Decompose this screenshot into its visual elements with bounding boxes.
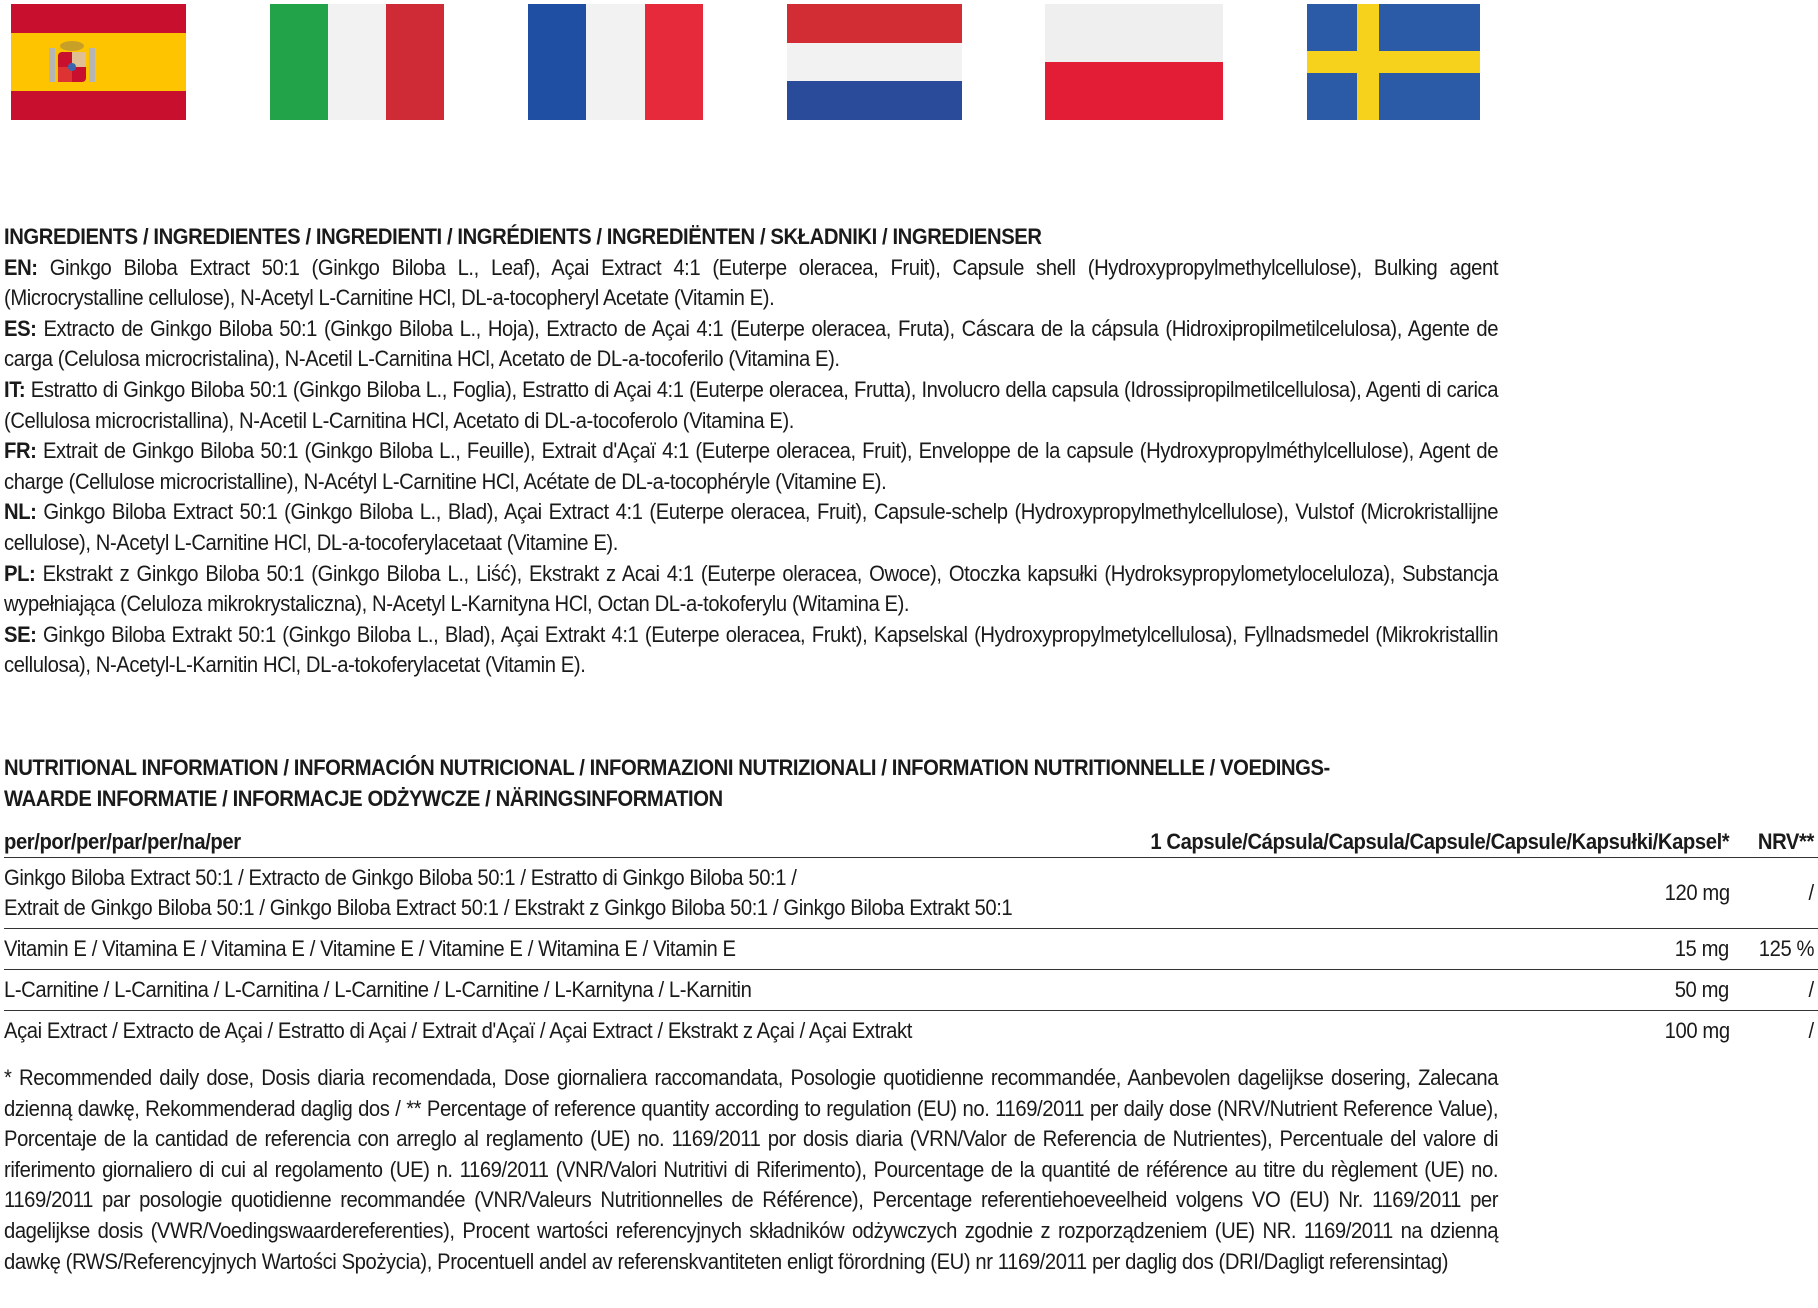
italy-flag (270, 4, 444, 120)
ingredient-fr: FR: Extrait de Ginkgo Biloba 50:1 (Ginkgo Biloba L., Feuille), Extrait d'Açaï 4:1 (Euterpe oleracea, Fruit), Enveloppe de la capsule (Hydroxypropylméthylcellulose), Agent de charge (Cellulose microcristalline), N-Acétyl L-Carnitine HCl, Acétate de DL-a-tocophéryle (Vitamine E). (4, 438, 1499, 494)
ingredient-es: ES: Extracto de Ginkgo Biloba 50:1 (Ginkgo Biloba L., Hoja), Extracto de Açai 4:1 (Euterpe oleracea, Fruta), Cáscara de la cápsula (Hidroxipropilmetilcelulosa), Agente de carga (Celulosa microcristalina), N-Acetil L-Carnitina HCl, Acetato de DL-a-tocoferilo (Vitamina E). (4, 315, 1499, 372)
footnote: * Recommended daily dose, Dosis diaria recomendada, Dose giornaliera raccomandata, Posologie quotidienne recommandée, Aanbevolen dagelijkse dosering, Zalecana dzienną dawkę, Rekommenderad daglig dos / ** Percentage of reference quantity according to regulation (EU) no. 1169/2011 per daily dose (NRV/Nutrient Reference Value), Porcentaje de la cantidad de referencia con arreglo al reglamento (UE) no. 1169/2011 por dosis diaria (VRN/Valor de Referencia de Nutrientes), Percentuale del valore di riferimento giornaliero di cui al regolamento (UE) n. 1169/2011 (VNR/Valori Nutritivi di Riferimento), Pourcentage de la quantité de référence au titre du règlement (UE) no. 1169/2011 par posologie quotidienne recommandée (VNR/Valeurs Nutritionnelles de Référence), Percentage referentiehoeveelheid volgens VO (EU) Nr. 1169/2011 per dagelijkse dosis (VWR/Voedingswaardereferenties), Procent wartości referencyjnych składników odżywczych zgodnie z rozporządzeniem (UE) NR. 1169/2011 na dzienną dawkę (RWS/Referencyjnych Wartości Spożycia), Procentuell andel av referenskvantiteten enligt förordning (EU) nr 1169/2011 per daglig dos (DRI/Dagligt referensintag) (4, 1065, 1499, 1274)
sweden-flag (1307, 4, 1480, 120)
row-name: L-Carnitine / L-Carnitina / L-Carnitina / L-Carnitine / L-Carnitine / L-Karnityna / L-Karnitin (4, 977, 752, 1002)
nutrition-section (4, 752, 1815, 1043)
ingredients-heading: INGREDIENTS / INGREDIENTES / INGREDIENTI / INGRÉDIENTS / INGREDIËNTEN / SKŁADNIKI / INGREDIENSER (4, 224, 1042, 249)
row-name: Vitamin E / Vitamina E / Vitamina E / Vitamine E / Vitamine E / Witamina E / Vitamin E (4, 936, 736, 961)
table-row (4, 970, 1818, 1011)
ingredient-en: EN: Ginkgo Biloba Extract 50:1 (Ginkgo Biloba L., Leaf), Açai Extract 4:1 (Euterpe oleracea, Fruit), Capsule shell (Hydroxypropylmethylcellulose), Bulking agent (Microcrystalline cellulose), N-Acetyl L-Carnitine HCl, DL-a-tocopheryl Acetate (Vitamin E). (4, 254, 1499, 311)
ingredient-it: IT: Estratto di Ginkgo Biloba 50:1 (Ginkgo Biloba L., Foglia), Estratto di Açai 4:1 (Euterpe oleracea, Frutta), Involucro della capsula (Idrossipropilmetilcellulosa), Agenti di carica (Cellulosa microcristallina), N-Acetil L-Carnitina HCl, Acetato di DL-a-tocoferolo (Vitamina E). (4, 376, 1499, 433)
row-nrv: / (1808, 1018, 1815, 1043)
row-amount: 120 mg (1664, 880, 1730, 905)
ingredient-se: SE: Ginkgo Biloba Extrakt 50:1 (Ginkgo Biloba L., Blad), Açai Extrakt 4:1 (Euterpe oleracea, Frukt), Kapselskal (Hydroxypropylmetylcellulosa), Fyllnadsmedel (Mikrokristallin cellulosa), N-Acetyl-L-Karnitin HCl, DL-a-tokoferylacetat (Vitamin E). (4, 621, 1499, 678)
ingredient-nl: NL: Ginkgo Biloba Extract 50:1 (Ginkgo Biloba L., Blad), Açai Extract 4:1 (Euterpe oleracea, Fruit), Capsule-schelp (Hydroxypropylmethylcellulose), Vulstof (Microkristallijne cellulose), N-Acetyl L-Carnitine HCl, DL-a-tocoferylacetaat (Vitamine E). (4, 499, 1499, 555)
col-nrv: NRV** (1758, 828, 1815, 854)
france-flag (528, 4, 703, 120)
table-row (4, 929, 1818, 970)
row-nrv: 125 % (1758, 936, 1815, 961)
nutrition-heading (4, 752, 1498, 814)
row-nrv: / (1808, 977, 1815, 1002)
table-row (4, 858, 1818, 929)
nutrition-table (4, 826, 1818, 1051)
row-name: Ginkgo Biloba Extract 50:1 / Extracto de Ginkgo Biloba 50:1 / Estratto di Ginkgo Biloba 50:1 / (4, 865, 797, 890)
flags-row (0, 0, 1500, 125)
table-row (4, 1011, 1818, 1052)
row-amount: 100 mg (1664, 1018, 1730, 1043)
table-header-row (4, 826, 1818, 858)
netherlands-flag (787, 4, 962, 120)
ingredient-pl: PL: Ekstrakt z Ginkgo Biloba 50:1 (Ginkgo Biloba L., Liść), Ekstrakt z Acai 4:1 (Euterpe oleracea, Owoce), Otoczka kapsułki (Hydroksypropylometyloceluloza), Substancja wypełniająca (Celuloza mikrokrystaliczna), N-Acetyl L-Karnityna HCl, Octan DL-a-tokoferylu (Witamina E). (4, 560, 1499, 617)
row-name: Açai Extract / Extracto de Açai / Estratto di Açai / Extrait d'Açaï / Açai Extract / Ekstrakt z Açai / Açai Extrakt (4, 1018, 912, 1043)
row-amount: 50 mg (1675, 977, 1730, 1002)
row-amount: 15 mg (1675, 936, 1730, 961)
col-per: per/por/per/par/per/na/per (4, 828, 241, 854)
row-name-line2: Extrait de Ginkgo Biloba 50:1 / Ginkgo Biloba Extract 50:1 / Ekstrakt z Ginkgo Biloba 50:1 / Ginkgo Biloba Extrakt 50:1 (4, 895, 1013, 920)
ingredients-section (4, 222, 1498, 681)
nutrition-heading-line2: WAARDE INFORMATIE / INFORMACJE ODŻYWCZE / NÄRINGSINFORMATION (4, 786, 723, 811)
spain-flag (11, 4, 186, 120)
col-amount: 1 Capsule/Cápsula/Capsula/Capsule/Capsule/Kapsułki/Kapsel* (1150, 828, 1730, 854)
row-nrv: / (1808, 880, 1815, 905)
poland-flag (1045, 4, 1223, 120)
nutrition-heading-line1: NUTRITIONAL INFORMATION / INFORMACIÓN NUTRICIONAL / INFORMAZIONI NUTRIZIONALI / INFORMATION NUTRITIONNELLE / VOEDINGS- (4, 755, 1330, 780)
